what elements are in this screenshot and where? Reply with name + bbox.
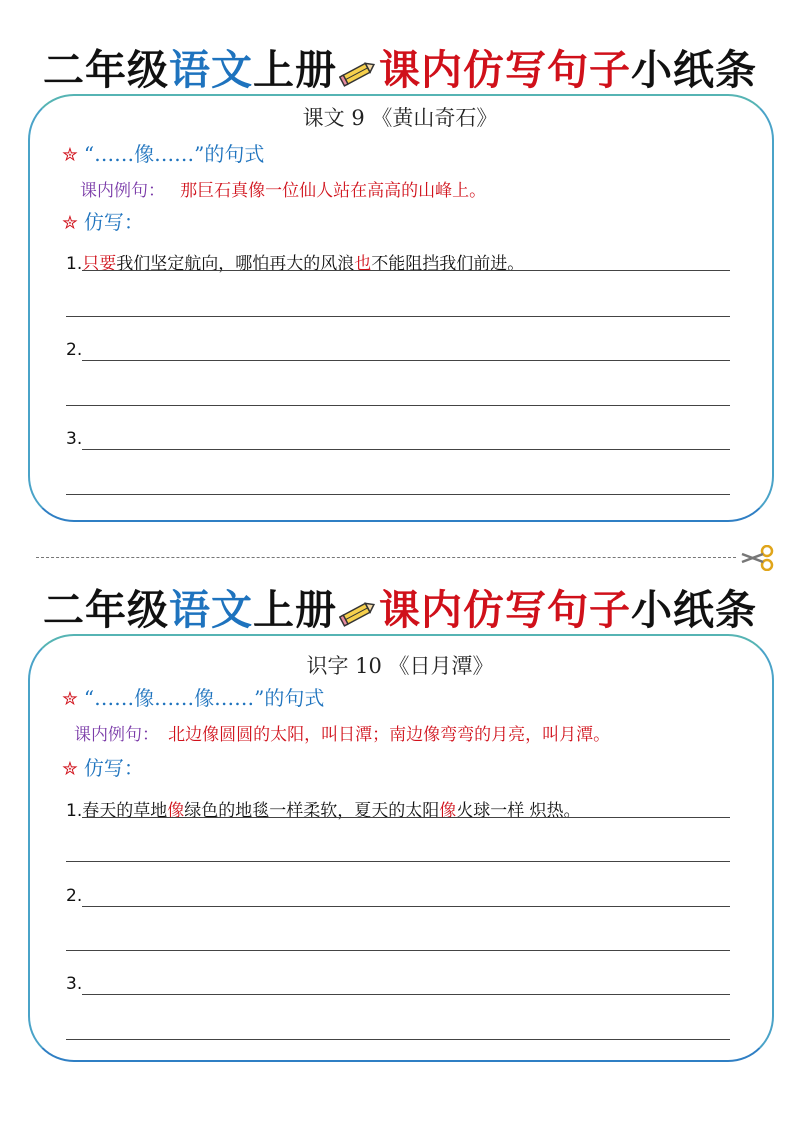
- answer-line[interactable]: [82, 449, 730, 450]
- answer-line: [82, 270, 730, 271]
- lesson-title-2: 识字 10 《日月潭》: [306, 654, 494, 678]
- practice-item-2-1: 1.春天的草地像绿色的地毯一样柔软，夏天的太阳像火球一样 炽热。: [66, 801, 581, 821]
- answer-line[interactable]: [66, 316, 730, 317]
- pencil-icon: [339, 598, 377, 628]
- example-row-1: 课内例句： 那巨石真像一位仙人站在高高的山峰上。: [80, 181, 487, 201]
- practice-item-2-3: 3.: [66, 974, 83, 994]
- answer-line: [82, 817, 730, 818]
- practice-item-1-2: 2.: [66, 340, 83, 360]
- answer-line[interactable]: [66, 950, 730, 951]
- answer-line[interactable]: [66, 405, 730, 406]
- page-title-2: 二年级语文上册 课内仿写句子小纸条: [43, 586, 757, 634]
- pencil-icon: [339, 58, 377, 88]
- star-icon: ✮: [62, 144, 78, 166]
- answer-line[interactable]: [82, 360, 730, 361]
- answer-line[interactable]: [82, 906, 730, 907]
- answer-line[interactable]: [66, 1039, 730, 1040]
- star-icon: ✮: [62, 758, 78, 780]
- practice-label-2: ✮ 仿写：: [62, 756, 144, 780]
- practice-item-2-2: 2.: [66, 886, 83, 906]
- page-title-1: 二年级语文上册 课内仿写句子小纸条: [43, 46, 757, 94]
- cut-line: [36, 557, 736, 558]
- example-row-2: 课内例句： 北边像圆圆的太阳，叫日潭；南边像弯弯的月亮，叫月潭。: [74, 725, 611, 745]
- answer-line[interactable]: [66, 494, 730, 495]
- practice-label-1: ✮ 仿写：: [62, 210, 144, 234]
- scissors-icon: [740, 545, 776, 571]
- pattern-row-2: ✮ “……像……像……”的句式: [62, 686, 325, 710]
- pattern-row-1: ✮ “……像……”的句式: [62, 142, 265, 166]
- lesson-title-1: 课文 9 《黄山奇石》: [302, 106, 498, 130]
- practice-item-1-1: 1.只要我们坚定航向，哪怕再大的风浪也不能阻挡我们前进。: [66, 254, 525, 274]
- answer-line[interactable]: [66, 861, 730, 862]
- answer-line[interactable]: [82, 994, 730, 995]
- star-icon: ✮: [62, 688, 78, 710]
- star-icon: ✮: [62, 212, 78, 234]
- practice-item-1-3: 3.: [66, 429, 83, 449]
